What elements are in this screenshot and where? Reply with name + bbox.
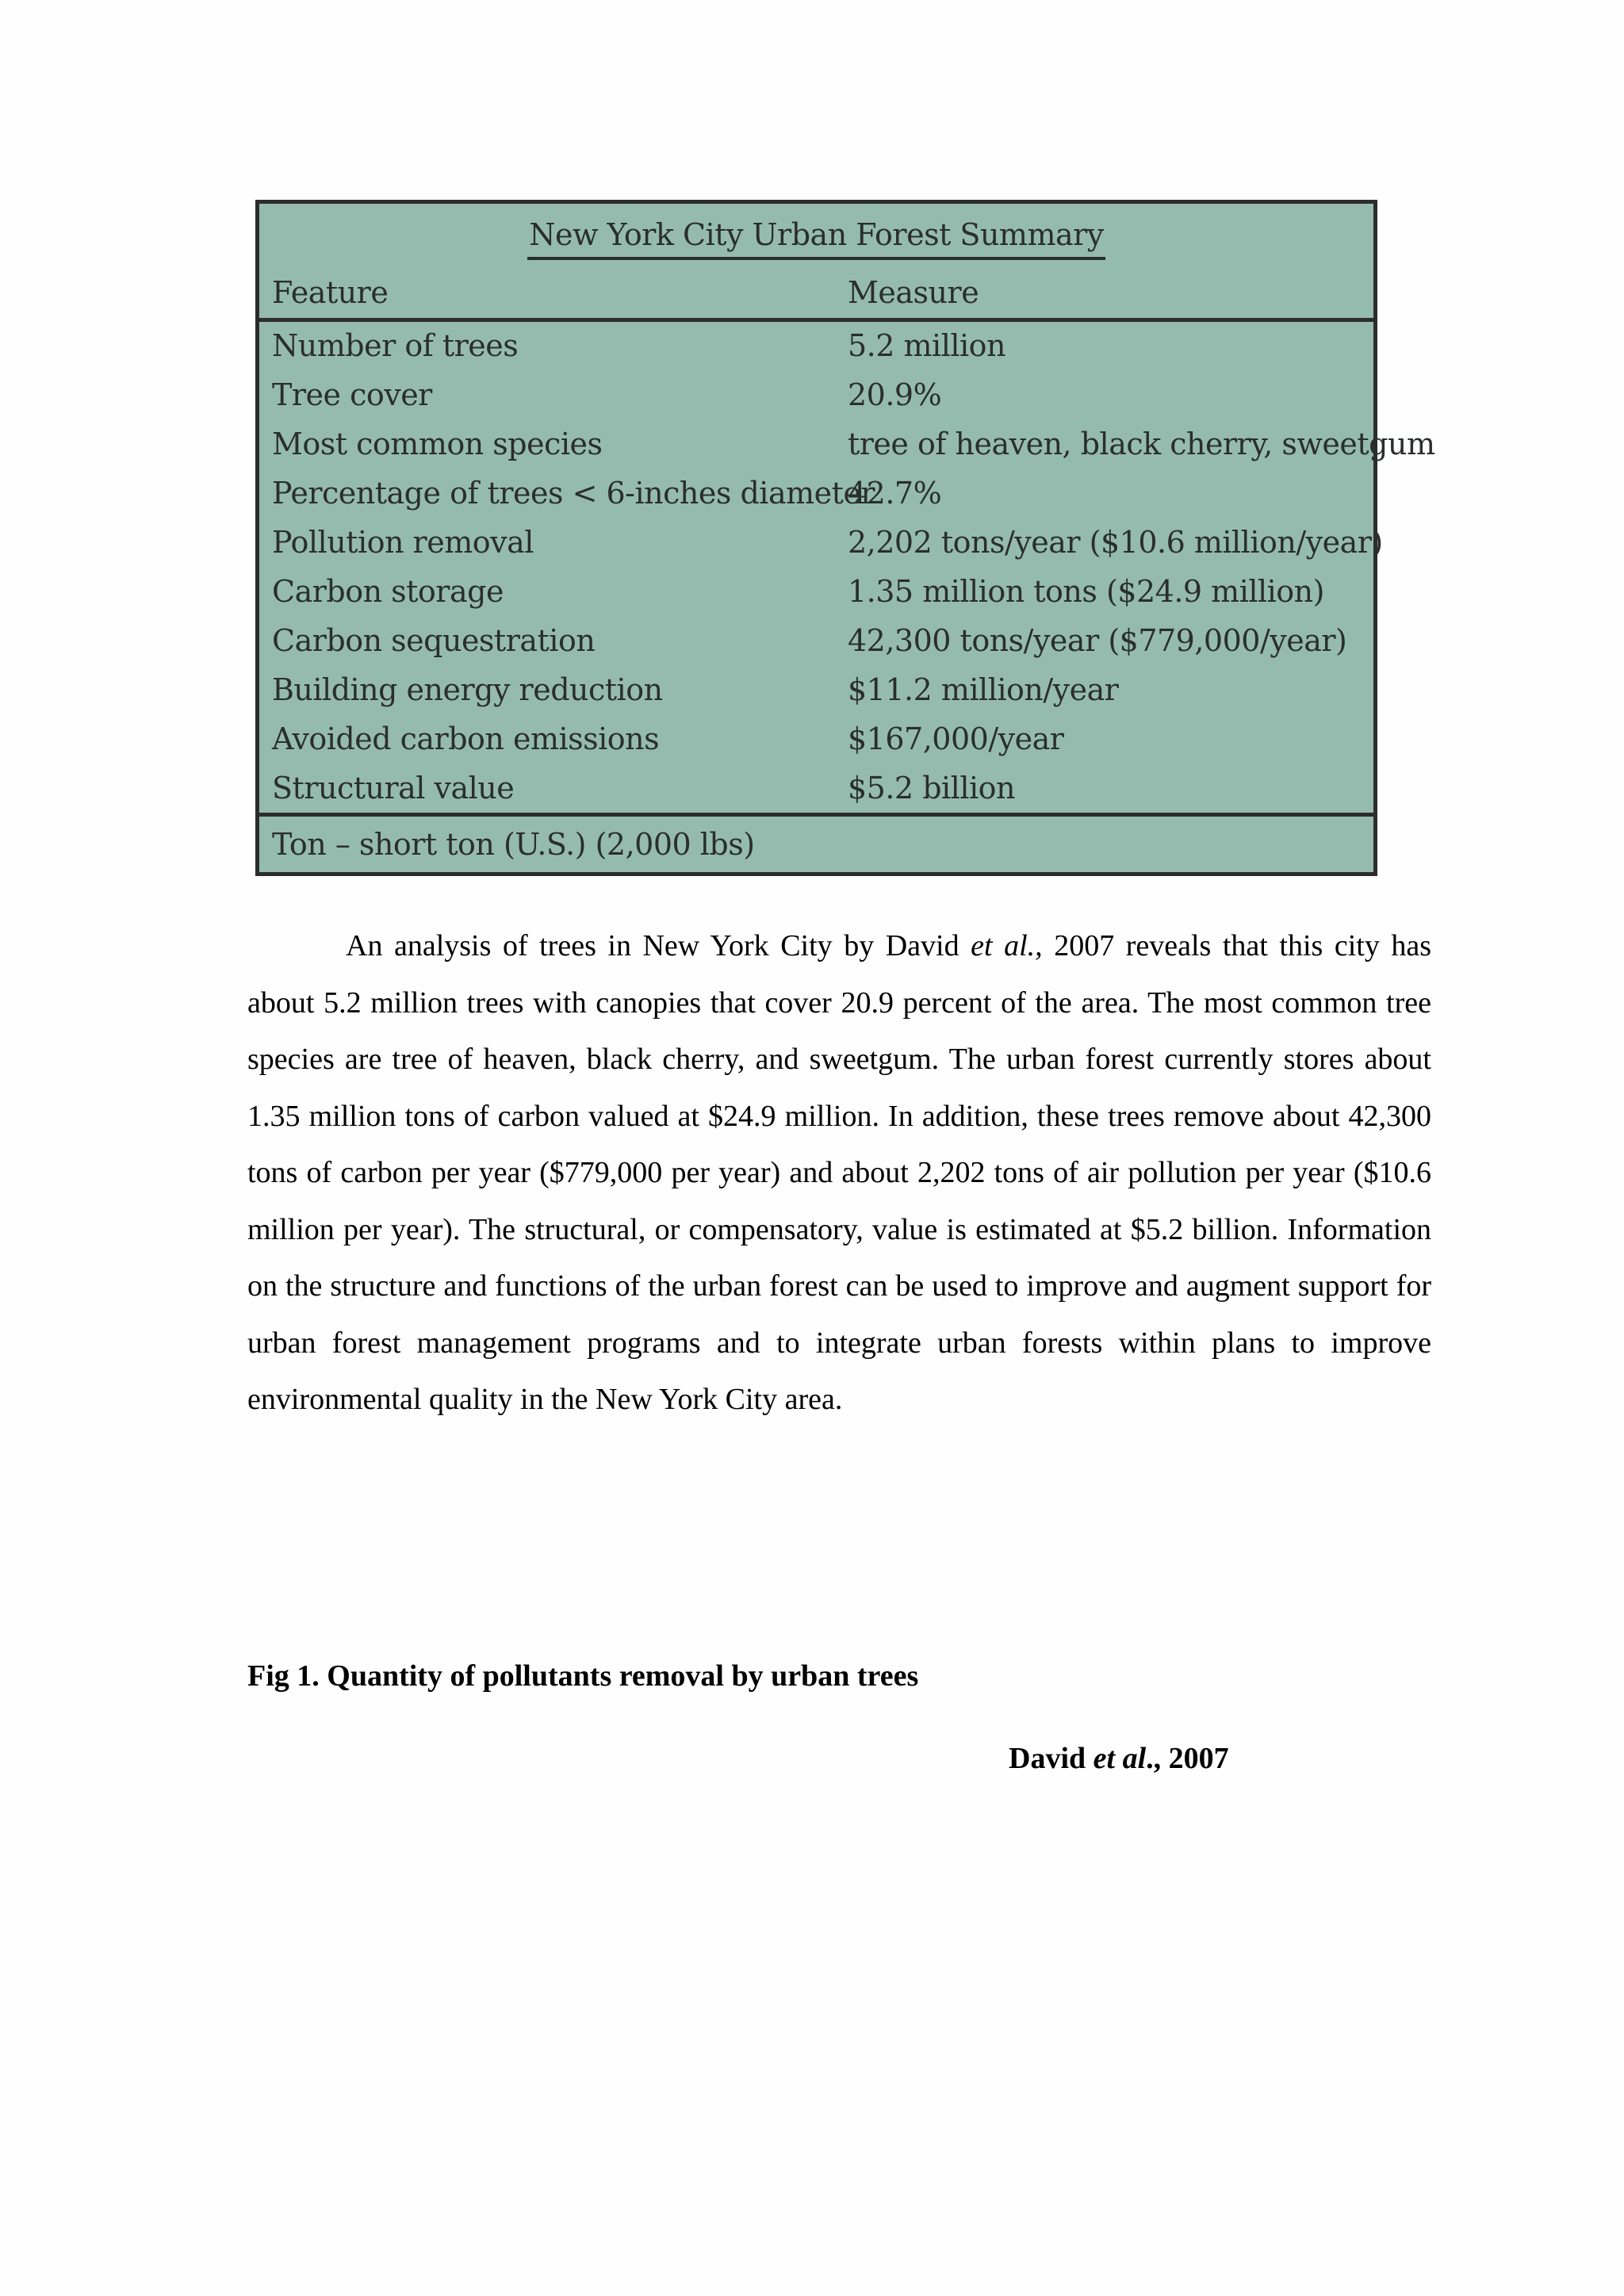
table-row xyxy=(259,419,1435,469)
row-feature: Percentage of trees < 6-inches diameter xyxy=(272,476,875,511)
row-feature: Most common species xyxy=(272,427,603,461)
row-feature: Tree cover xyxy=(272,377,432,412)
table-header-row xyxy=(259,269,1373,322)
paragraph-text-rest: 2007 reveals that this city has about 5.2 million trees with canopies that cover 20.9 percent of the area. The most common tree species are tree of heaven, black cherry, and sweetgum. The urban forest currently stores about 1.35 million tons of carbon valued at $24.9 million. In addition, these trees remove about 42,300 tons of carbon per year ($779,000 per year) and about 2,202 tons of air pollution per year ($10.6 million per year). The structural, or compensatory, value is estimated at $5.2 billion. Information on the structure and functions of the urban forest can be used to improve and augment support for urban forest management programs and to integrate urban forests within plans to improve environmental quality in the New York City area. xyxy=(247,929,1432,1416)
row-feature: Carbon storage xyxy=(272,574,504,609)
table-row xyxy=(259,763,1373,813)
table-row xyxy=(259,321,1373,370)
header-measure: Measure xyxy=(848,275,979,310)
table-row xyxy=(259,616,1373,665)
table-row xyxy=(259,714,1373,763)
row-measure: 1.35 million tons ($24.9 million) xyxy=(848,574,1324,609)
row-measure: $11.2 million/year xyxy=(848,672,1119,707)
paragraph-italic-citation: et al., xyxy=(971,929,1043,962)
figure-caption: Fig 1. Quantity of pollutants removal by urban trees xyxy=(247,1659,919,1693)
credit-author: David xyxy=(1009,1742,1094,1775)
row-feature: Building energy reduction xyxy=(272,672,663,707)
row-feature: Carbon sequestration xyxy=(272,623,596,658)
row-measure: 42,300 tons/year ($779,000/year) xyxy=(848,623,1347,658)
row-measure: 2,202 tons/year ($10.6 million/year) xyxy=(848,525,1383,560)
row-feature: Structural value xyxy=(272,771,515,806)
paragraph-text-start: An analysis of trees in New York City by David xyxy=(346,929,971,962)
table-title-text: New York City Urban Forest Summary xyxy=(527,215,1105,260)
row-feature: Avoided carbon emissions xyxy=(272,721,660,756)
footnote-text: Ton – short ton (U.S.) (2,000 lbs) xyxy=(272,827,755,862)
urban-forest-summary-table xyxy=(255,200,1435,876)
row-measure: 20.9% xyxy=(848,377,942,412)
header-feature: Feature xyxy=(272,275,389,310)
row-measure: $167,000/year xyxy=(848,721,1064,756)
row-feature: Pollution removal xyxy=(272,525,534,560)
table-row xyxy=(259,665,1373,714)
row-feature: Number of trees xyxy=(272,328,519,363)
table-body xyxy=(259,321,1435,817)
row-measure: tree of heaven, black cherry, sweetgum xyxy=(848,427,1435,461)
table-footnote xyxy=(259,817,1373,872)
table-row xyxy=(259,567,1373,616)
table-row xyxy=(259,370,1373,419)
row-measure: $5.2 billion xyxy=(848,771,1015,806)
row-measure: 5.2 million xyxy=(848,328,1006,363)
figure-credit xyxy=(1009,1741,1229,1776)
table-row xyxy=(259,518,1383,567)
credit-year: ., 2007 xyxy=(1146,1742,1229,1775)
credit-italic: et al xyxy=(1093,1742,1147,1775)
table-title xyxy=(259,215,1373,260)
table-row xyxy=(259,469,1373,518)
row-measure: 42.7% xyxy=(848,476,942,511)
body-paragraph xyxy=(247,918,1431,1429)
